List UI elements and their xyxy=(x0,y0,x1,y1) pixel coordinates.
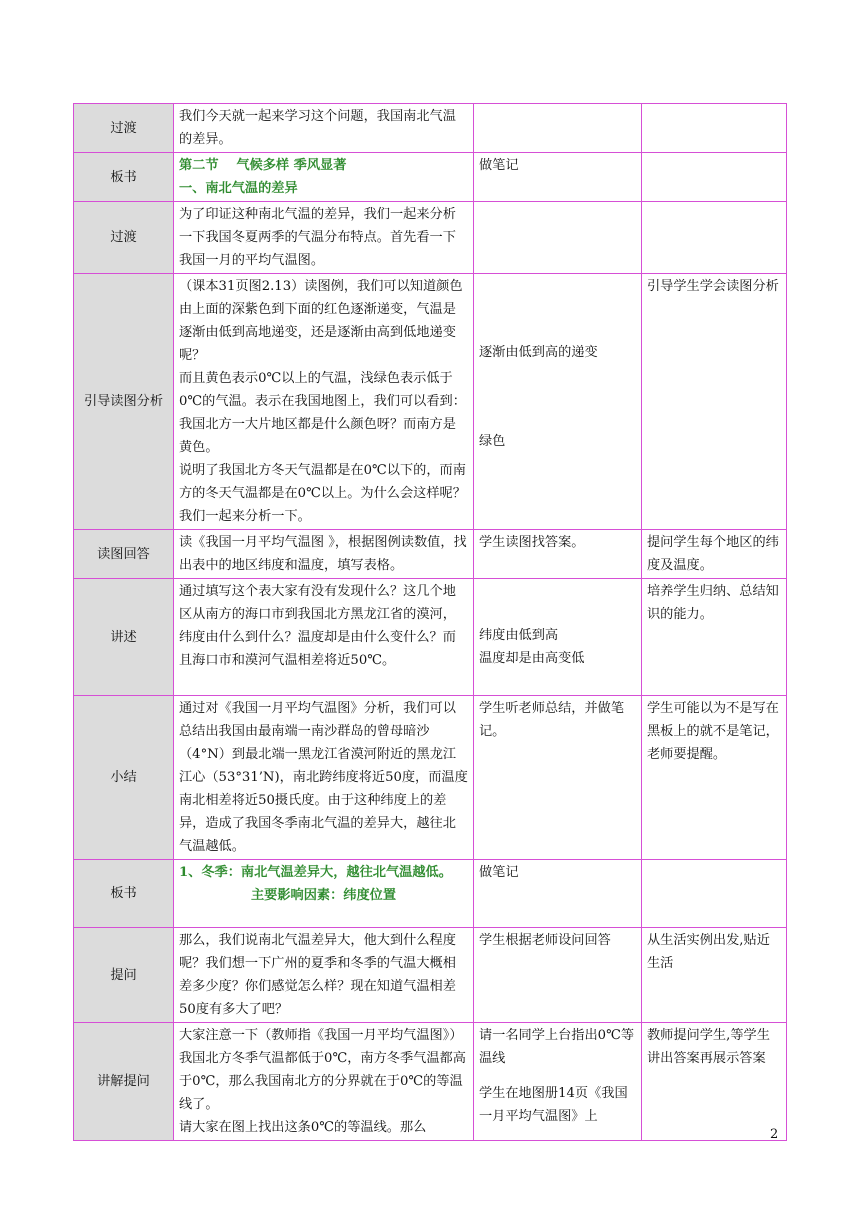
stage-cell: 板书 xyxy=(74,153,174,202)
student-activity-cell: 逐渐由低到高的递变 绿色 xyxy=(474,274,642,530)
teacher-activity-cell: 那么，我们说南北气温差异大，他大到什么程度呢？我们想一下广州的夏季和冬季的气温大概相差多少度？你们感觉怎么样？现在知道气温相差50度有多大了吧？ xyxy=(174,928,474,1023)
stage-cell: 引导读图分析 xyxy=(74,274,174,530)
student-activity-cell: 做笔记 xyxy=(474,153,642,202)
student-activity-cell: 做笔记 xyxy=(474,860,642,928)
stage-cell: 小结 xyxy=(74,696,174,860)
student-activity-cell: 学生读图找答案。 xyxy=(474,530,642,579)
design-intent-cell: 学生可能以为不是写在黑板上的就不是笔记，老师要提醒。 xyxy=(642,696,787,860)
design-intent-cell: 引导学生学会读图分析 xyxy=(642,274,787,530)
teacher-activity-cell: 通过对《我国一月平均气温图》分析，我们可以总结出我国由最南端一南沙群岛的曾母暗沙（4°N）到最北端一黑龙江省漠河附近的黑龙江江心（53°31’N)，南北跨纬度将近50度，而温度南北相差将近50摄氏度。由于这种纬度上的差异，造成了我国冬季南北气温的差异大，越往北气温越低。 xyxy=(174,696,474,860)
lesson-plan-table xyxy=(73,103,787,1141)
student-activity-cell: 纬度由低到高 温度却是由高变低 xyxy=(474,579,642,696)
stage-cell: 讲解提问 xyxy=(74,1023,174,1141)
table-row xyxy=(74,1023,787,1141)
teacher-activity-cell: 1、冬季：南北气温差异大，越往北气温越低。 主要影响因素：纬度位置 xyxy=(174,860,474,928)
teacher-activity-cell: 大家注意一下（教师指《我国一月平均气温图》）我国北方冬季气温都低于0℃，南方冬季气温都高于0℃，那么我国南北方的分界就在于0℃的等温线了。 请大家在图上找出这条0℃的等温线。那么 xyxy=(174,1023,474,1141)
student-activity-cell: 请一名同学上台指出0℃等温线 学生在地图册14页《我国一月平均气温图》上 xyxy=(474,1023,642,1141)
design-intent-cell xyxy=(642,153,787,202)
teacher-activity-cell: 通过填写这个表大家有没有发现什么？这几个地区从南方的海口市到我国北方黑龙江省的漠河，纬度由什么到什么？温度却是由什么变什么？而且海口市和漠河气温相差将近50℃。 xyxy=(174,579,474,696)
table-row xyxy=(74,579,787,696)
table-row xyxy=(74,104,787,153)
student-activity-cell: 学生根据老师设问回答 xyxy=(474,928,642,1023)
table-row xyxy=(74,928,787,1023)
student-activity-cell xyxy=(474,202,642,274)
table-row xyxy=(74,860,787,928)
stage-cell: 板书 xyxy=(74,860,174,928)
teacher-activity-cell: 读《我国一月平均气温图 》，根据图例读数值，找出表中的地区纬度和温度，填写表格。 xyxy=(174,530,474,579)
design-intent-cell: 从生活实例出发,贴近生活 xyxy=(642,928,787,1023)
table-row xyxy=(74,696,787,860)
teacher-activity-cell: 我们今天就一起来学习这个问题，我国南北气温的差异。 xyxy=(174,104,474,153)
stage-cell: 提问 xyxy=(74,928,174,1023)
student-activity-cell xyxy=(474,104,642,153)
stage-cell: 过渡 xyxy=(74,202,174,274)
design-intent-cell: 培养学生归纳、总结知识的能力。 xyxy=(642,579,787,696)
table-row xyxy=(74,274,787,530)
teacher-activity-cell: 为了印证这种南北气温的差异，我们一起来分析一下我国冬夏两季的气温分布特点。首先看一下我国一月的平均气温图。 xyxy=(174,202,474,274)
design-intent-cell: 提问学生每个地区的纬度及温度。 xyxy=(642,530,787,579)
design-intent-cell xyxy=(642,104,787,153)
design-intent-cell: 教师提问学生,等学生讲出答案再展示答案 xyxy=(642,1023,787,1141)
page-number: 2 xyxy=(770,1127,779,1142)
design-intent-cell xyxy=(642,860,787,928)
stage-cell: 讲述 xyxy=(74,579,174,696)
design-intent-cell xyxy=(642,202,787,274)
stage-cell: 读图回答 xyxy=(74,530,174,579)
table-row xyxy=(74,530,787,579)
table-row xyxy=(74,153,787,202)
stage-cell: 过渡 xyxy=(74,104,174,153)
teacher-activity-cell: 第二节 气候多样 季风显著 一、南北气温的差异 xyxy=(174,153,474,202)
table-row xyxy=(74,202,787,274)
student-activity-cell: 学生听老师总结，并做笔记。 xyxy=(474,696,642,860)
teacher-activity-cell: （课本31页图2.13）读图例，我们可以知道颜色由上面的深紫色到下面的红色逐渐递变，气温是逐渐由低到高地递变，还是逐渐由高到低地递变呢？ 而且黄色表示0℃以上的气温，浅绿色表示低于0℃的气温。表示在我国地图上，我们可以看到：我国北方一大片地区都是什么颜色呀？而南方是黄色。 说明了我国北方冬天气温都是在0℃以下的，而南方的冬天气温都是在0℃以上。为什么会这样呢？我们一起来分析一下。 xyxy=(174,274,474,530)
